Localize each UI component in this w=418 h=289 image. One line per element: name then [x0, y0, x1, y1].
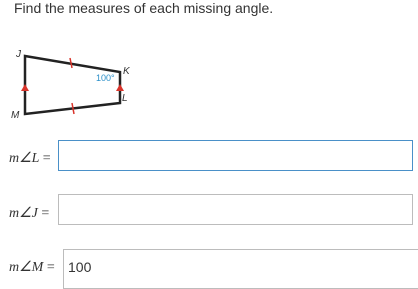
instruction-text: Find the measures of each missing angle. [14, 0, 274, 16]
angle-l-label [9, 150, 51, 167]
angle-j-label [9, 205, 49, 222]
angle-j-answer-input[interactable] [58, 194, 413, 225]
angle-l-answer-input[interactable] [58, 140, 413, 171]
congruence-tick-top [70, 58, 72, 68]
angle-l-equals: = [42, 151, 51, 166]
congruence-tick-bottom [72, 103, 74, 114]
parallel-arrow-left [21, 84, 29, 91]
vertex-label-l: L [122, 93, 128, 104]
angle-m-equals: = [46, 260, 55, 275]
trapezoid-figure [0, 40, 150, 125]
vertex-label-m: M [11, 110, 20, 121]
angle-l-prefix: m∠L [9, 151, 40, 166]
angle-j-equals: = [41, 206, 50, 221]
parallel-arrow-right [116, 84, 124, 91]
angle-label-k: 100° [96, 73, 115, 83]
angle-m-prefix: m∠M [9, 260, 44, 275]
vertex-label-j: J [16, 49, 21, 60]
angle-m-answer-input[interactable]: 100 [63, 249, 418, 289]
angle-m-label [9, 259, 55, 276]
vertex-label-k: K [123, 66, 130, 77]
angle-j-prefix: m∠J [9, 206, 38, 221]
